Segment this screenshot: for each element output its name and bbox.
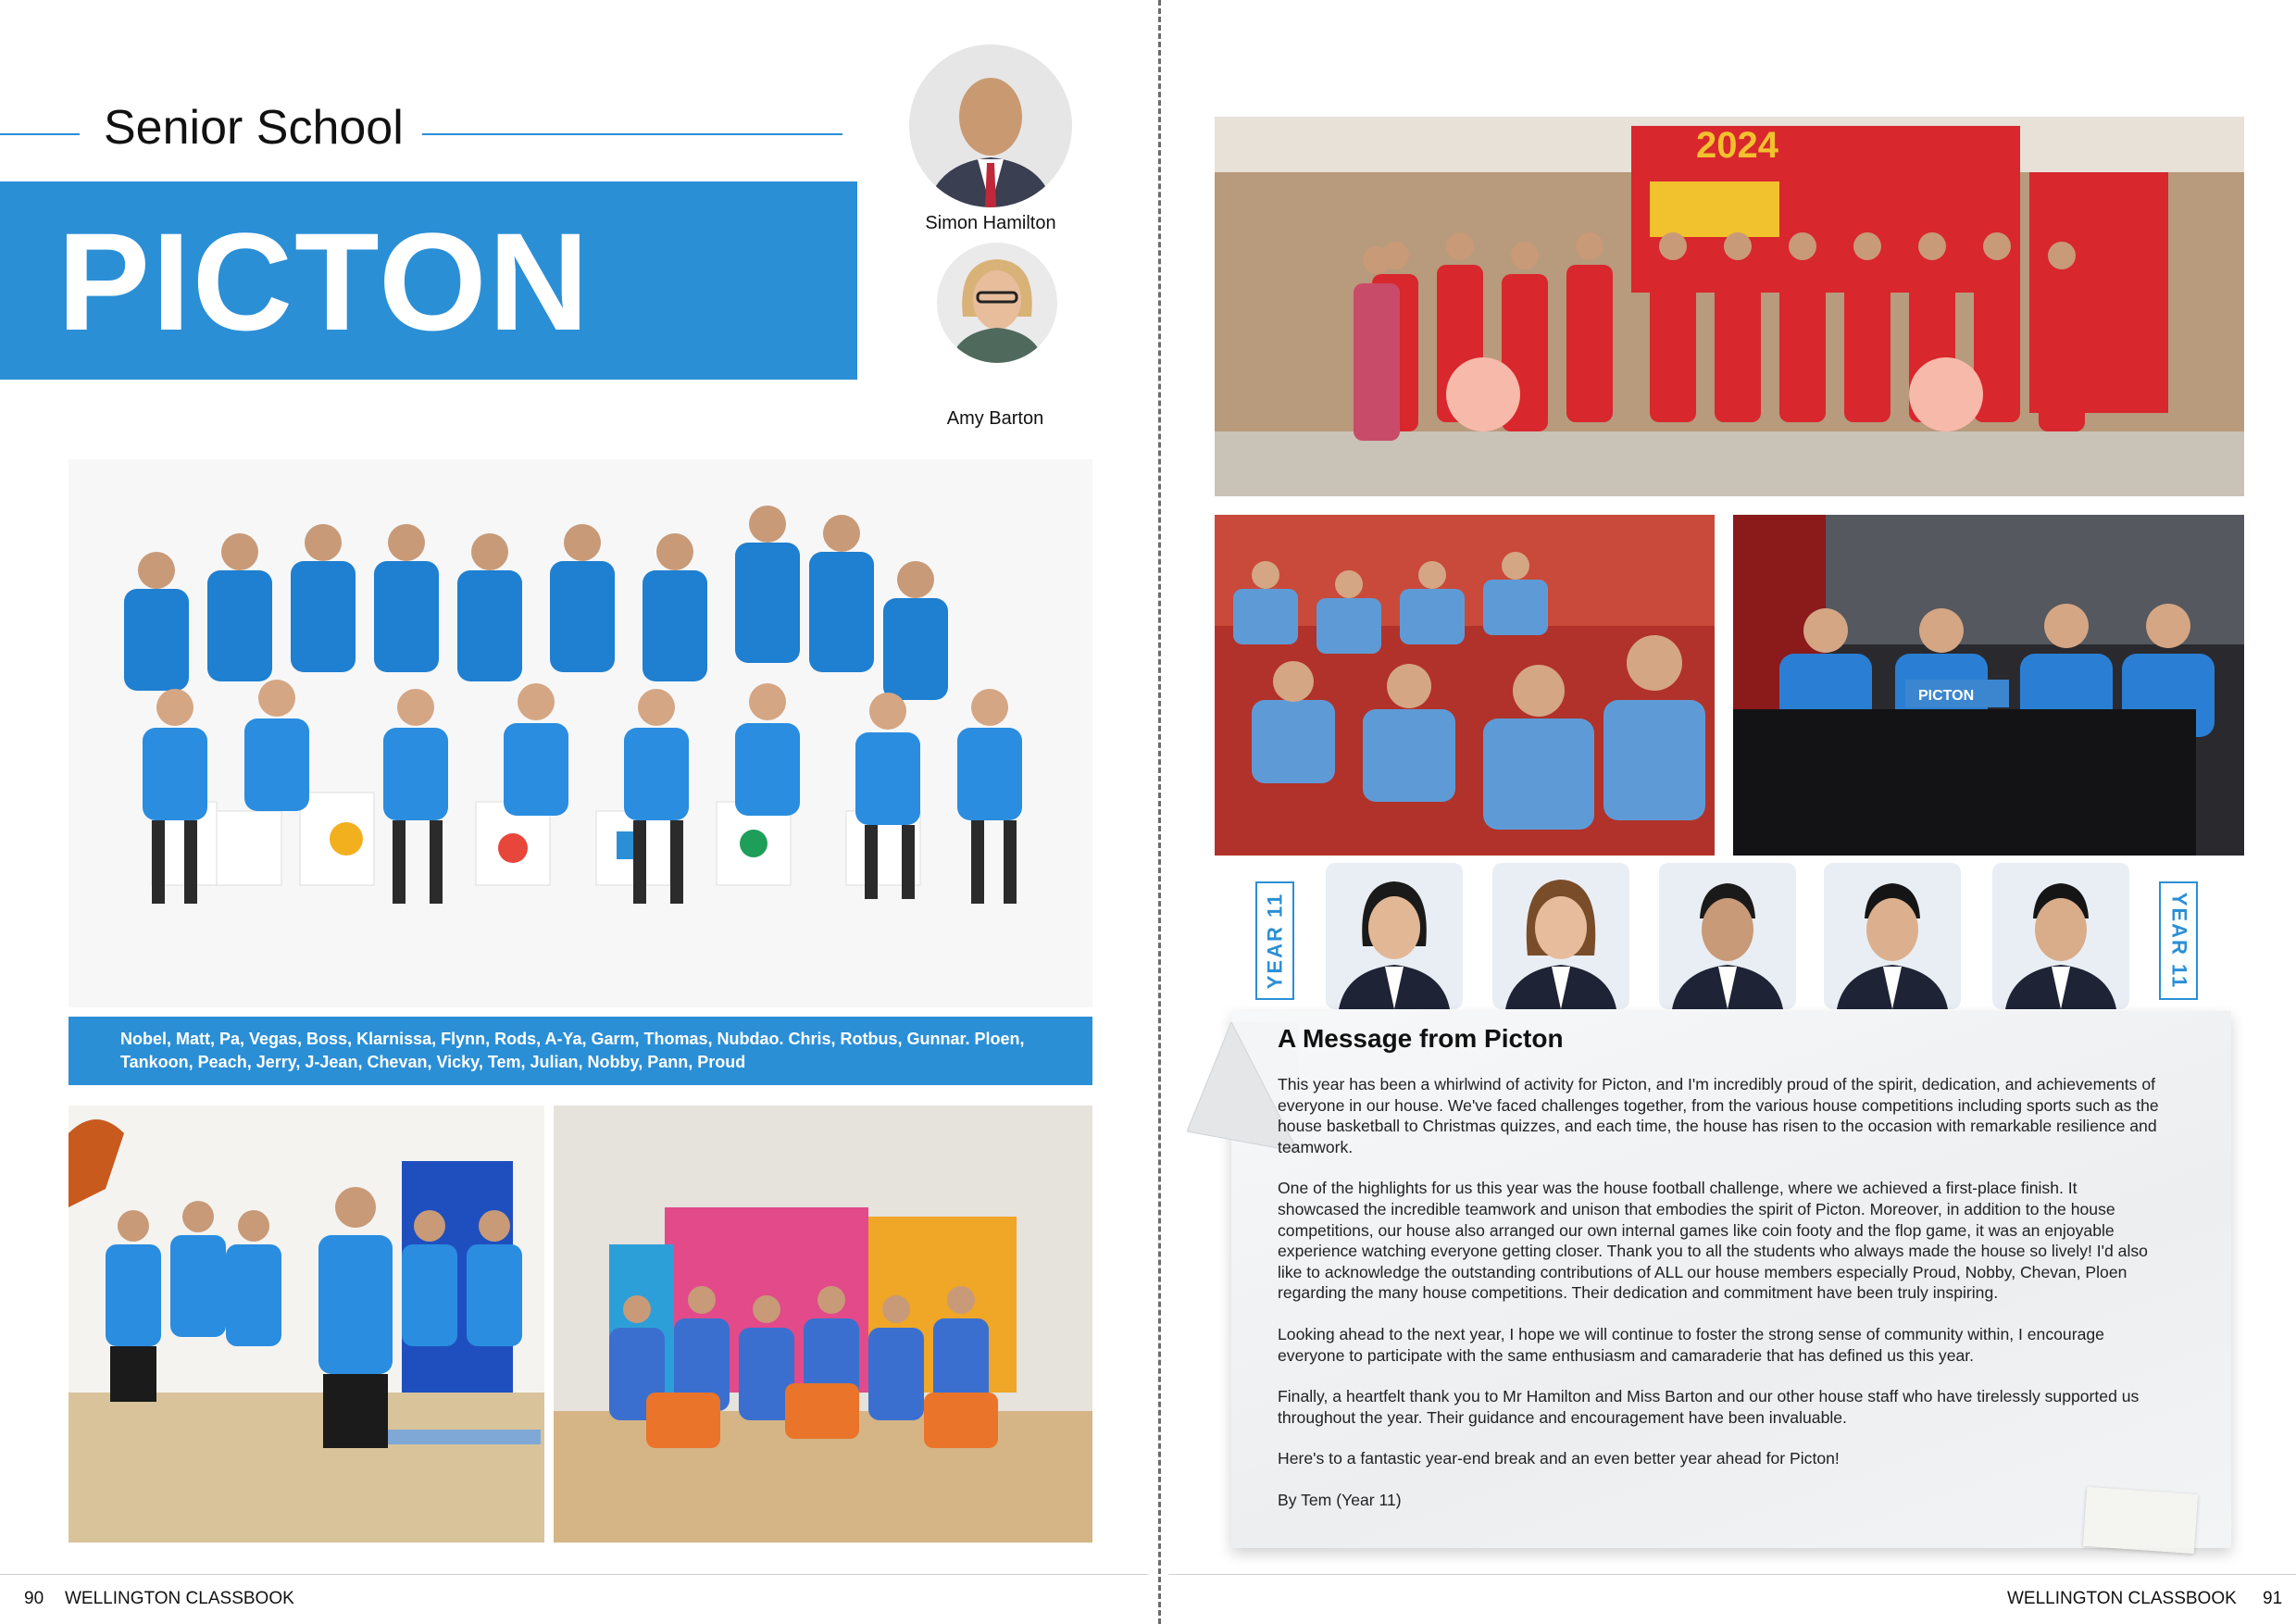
group-photo-icon — [69, 459, 1092, 1007]
audience-photo-icon — [1215, 515, 1715, 856]
party-photo-icon — [554, 1106, 1092, 1543]
message-paragraph-5: Here's to a fantastic year-end break and an even better year ahead for Picton! — [1278, 1449, 1840, 1468]
student-portrait-4 — [1824, 863, 1961, 1009]
page-number-left: 90 — [24, 1589, 44, 1608]
message-paragraph-3: Looking ahead to the next year, I hope we will continue to foster the strong sense of community within, I encourage everyone to participate with the same enthusiasm and camaraderie that has defined us this year. — [1278, 1324, 2104, 1365]
message-signoff: By Tem (Year 11) — [1278, 1490, 1402, 1509]
message-title: A Message from Picton — [1278, 1024, 1564, 1053]
lunar-new-year-photo — [1215, 117, 2244, 496]
student-portrait-icon — [1492, 863, 1629, 1009]
house-name: PICTON — [57, 204, 591, 359]
publication-title-left: WELLINGTON CLASSBOOK — [65, 1589, 294, 1608]
student-portrait-2 — [1492, 863, 1629, 1009]
year-label-right-text: YEAR 11 — [2167, 892, 2190, 990]
publication-title-right: WELLINGTON CLASSBOOK — [2007, 1589, 2237, 1608]
student-portrait-1 — [1326, 863, 1463, 1009]
page-number-right: 91 — [2263, 1589, 2283, 1608]
year-label-right — [2159, 881, 2198, 1000]
quiz-nameplate: PICTON — [1918, 688, 1975, 704]
staff-name-simon: Simon Hamilton — [925, 213, 1056, 233]
student-portrait-5 — [1992, 863, 2129, 1009]
student-portrait-icon — [1659, 863, 1796, 1009]
student-portrait-icon — [1824, 863, 1961, 1009]
page-spine — [1158, 0, 1161, 1624]
banner-year: 2024 — [1696, 125, 1778, 166]
footer-rule-left — [0, 1574, 1148, 1575]
footer-rule-right — [1168, 1574, 2296, 1575]
student-portrait-icon — [1992, 863, 2129, 1009]
year-label-left — [1255, 881, 1294, 1000]
basketball-photo — [69, 1106, 544, 1543]
staff-portrait-icon — [909, 44, 1072, 207]
house-group-photo — [69, 459, 1092, 1007]
section-title: Senior School — [104, 101, 404, 155]
staff-name-amy: Amy Barton — [946, 408, 1044, 429]
header-rule-left — [0, 133, 80, 135]
basketball-photo-icon — [69, 1106, 544, 1543]
student-portrait-3 — [1659, 863, 1796, 1009]
assembly-audience-photo — [1215, 515, 1715, 856]
new-year-photo-icon — [1215, 117, 2244, 496]
message-body — [1278, 1074, 2163, 1531]
christmas-quiz-photo — [1733, 515, 2244, 856]
quiz-photo-icon — [1733, 515, 2244, 856]
message-paragraph-1: This year has been a whirlwind of activity for Picton, and I'm incredibly proud of the spirit, dedication, and achievements of everyone in our house. We've faced challenges together, from the various house competitions including sports such as the house basketball to Christmas quizzes, and each time, the house has risen to the occasion with remarkable resilience and teamwork. — [1278, 1075, 2159, 1156]
header-rule-right — [422, 133, 842, 135]
staff-portrait-icon — [937, 243, 1057, 363]
year-label-left-text: YEAR 11 — [1263, 892, 1286, 990]
hawaiian-party-photo — [554, 1106, 1092, 1543]
message-paragraph-4: Finally, a heartfelt thank you to Mr Hamilton and Miss Barton and our other house staff who have tirelessly supported us throughout the year. Their guidance and encouragement have been invaluable. — [1278, 1387, 2140, 1427]
message-paragraph-2: One of the highlights for us this year was the house football challenge, where we achieved a first-place finish. It showcased the incredible teamwork and unison that embodies the spirit of Picton. Moreover, in addition to the house competitions, our house also arranged our own internal games like coin footy and the flop game, it was an enjoyable experience watching everyone getting closer. Thank you to all the students who always made the house so lively! I'd also like to acknowledge the outstanding contributions of ALL our house members especially Proud, Nobby, Chevan, Ploen regarding the many house competitions. Their dedication and commitment have been truly inspiring. — [1278, 1179, 2148, 1303]
staff-portrait-simon — [909, 44, 1072, 207]
group-caption: Nobel, Matt, Pa, Vegas, Boss, Klarnissa, Flynn, Rods, A-Ya, Garm, Thomas, Nubdao. Chris, Rotbus, Gunnar. Ploen, Tankoon, Peach, Jerry, J-Jean, Chevan, Vicky, Tem, Julian, Nobby, Pann, Proud — [120, 1030, 1025, 1071]
student-portrait-icon — [1326, 863, 1463, 1009]
staff-portrait-amy — [937, 243, 1057, 363]
